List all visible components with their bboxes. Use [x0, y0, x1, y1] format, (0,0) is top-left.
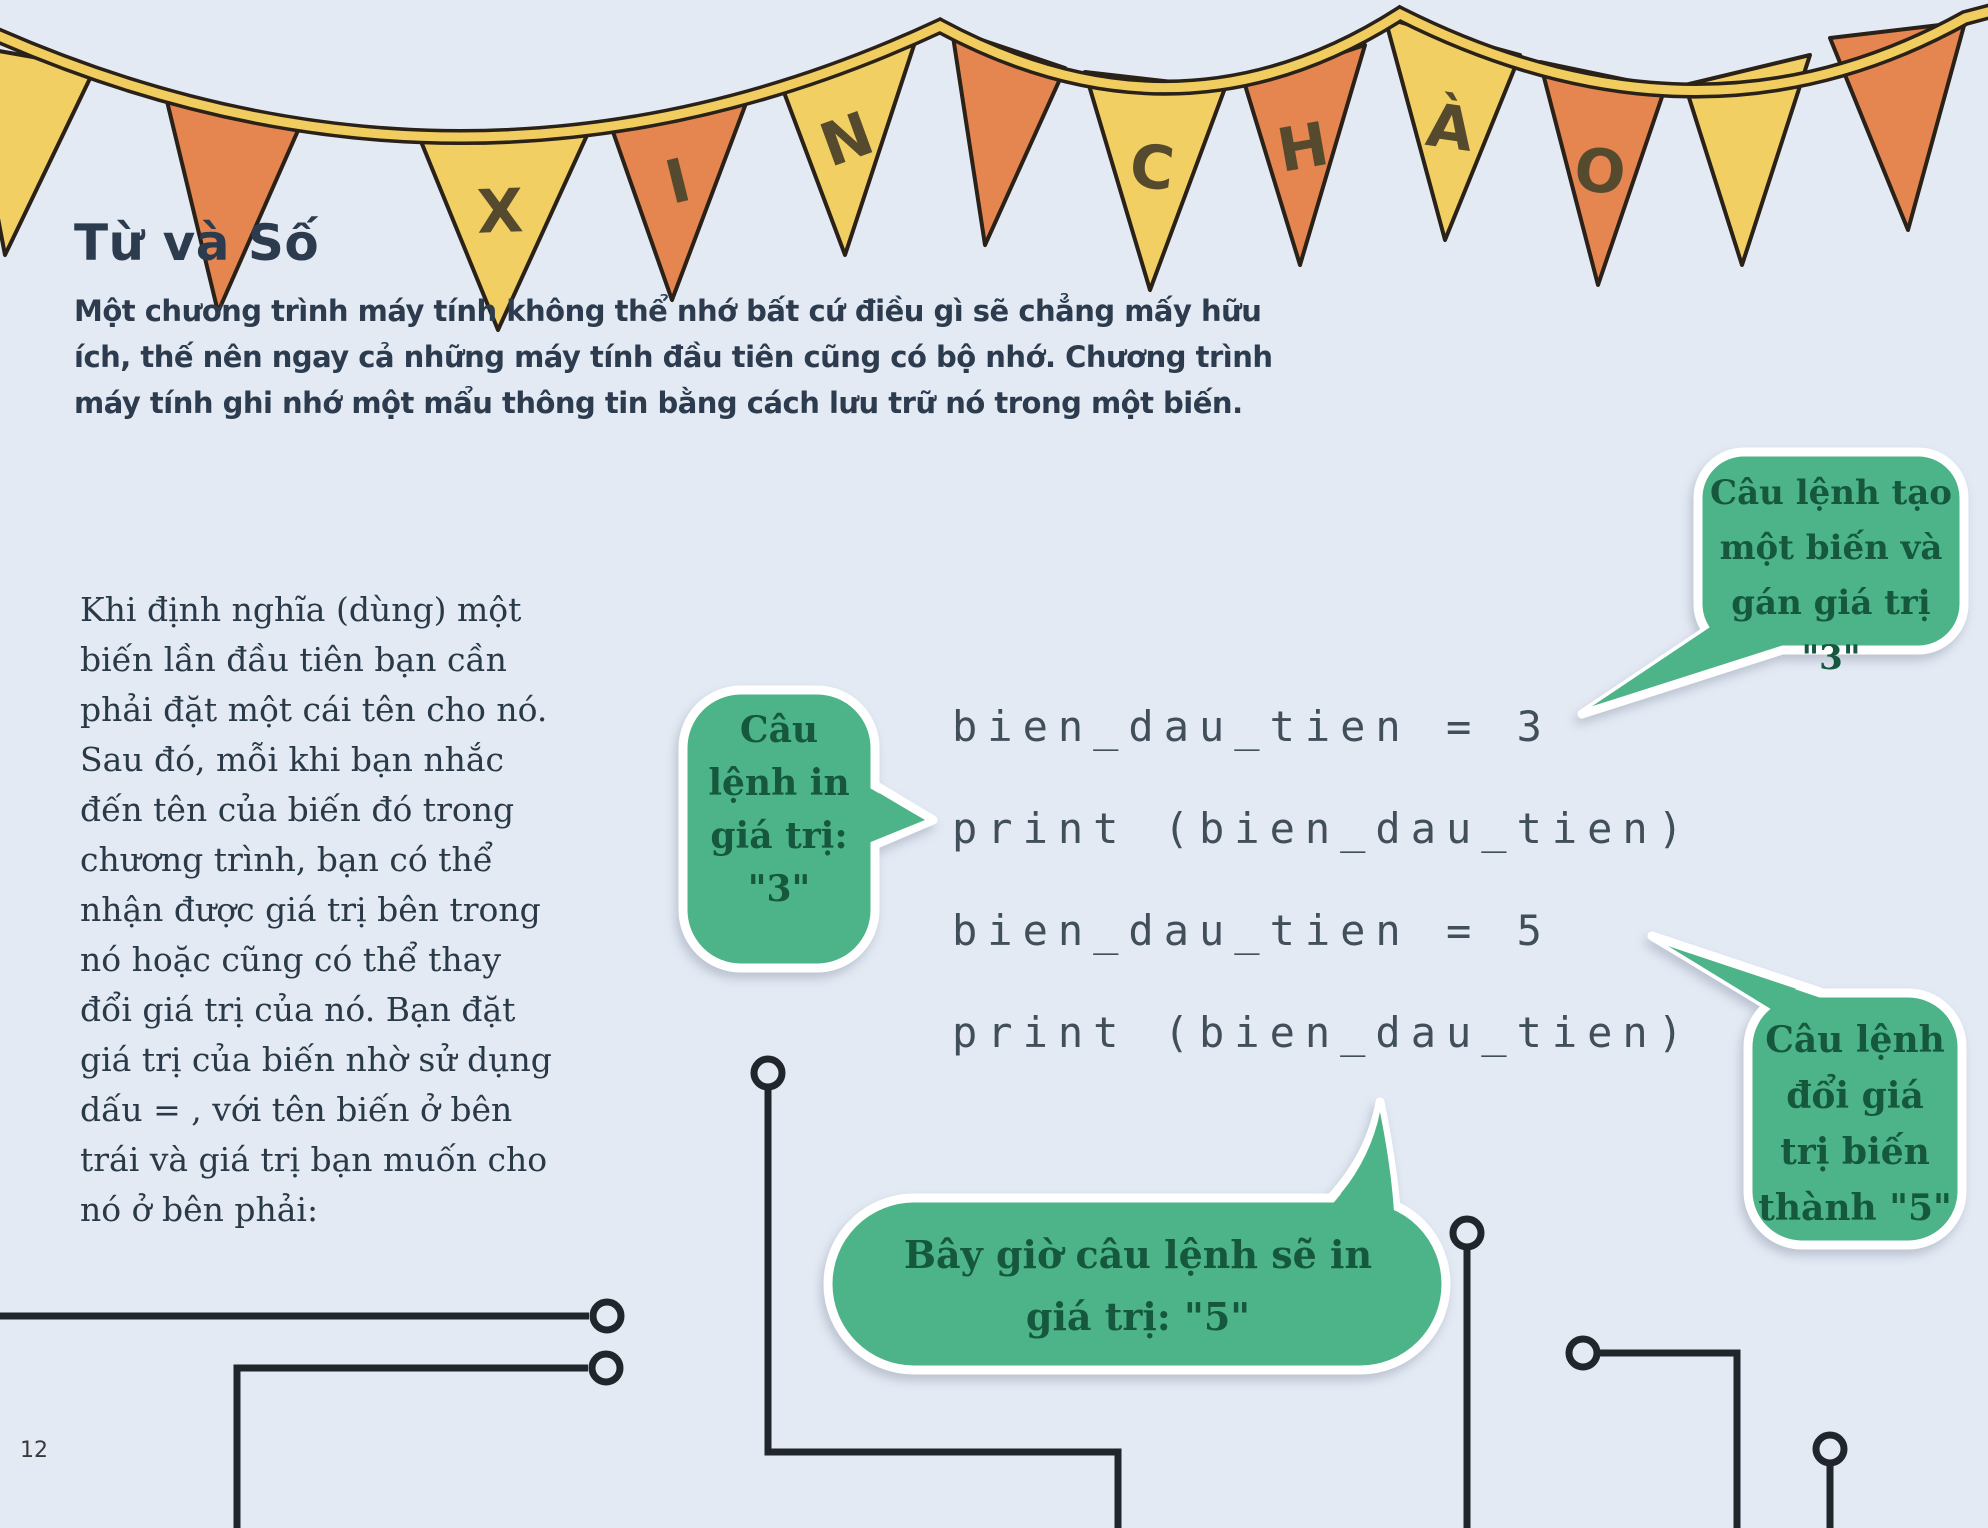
code-line-print-2: print (bien_dau_tien) [952, 1008, 1694, 1057]
page-number: 12 [20, 1438, 48, 1463]
bubble-line: một biến và [1719, 528, 1943, 568]
flag-letter-o: O [1570, 134, 1630, 210]
body-line: dấu = , với tên biến ở bên [80, 1090, 513, 1129]
circuit-terminal-icon [1816, 1435, 1844, 1463]
code-line-assign-5: bien_dau_tien = 5 [952, 906, 1552, 955]
bubble-line: đổi giá [1786, 1075, 1924, 1117]
bubble-line: thành "5" [1758, 1187, 1952, 1229]
circuit-terminal-icon [1569, 1339, 1597, 1367]
flag-letter-i: I [658, 145, 698, 219]
circuit-line [237, 1368, 588, 1528]
circuit-line [1597, 1353, 1737, 1528]
speech-bubble-print5-text [838, 1224, 1438, 1348]
bubble-line: "3" [747, 868, 811, 910]
bubble-line: trị biến [1780, 1131, 1930, 1173]
body-line: Sau đó, mỗi khi bạn nhắc [80, 740, 505, 779]
body-line: chương trình, bạn có thể [80, 840, 493, 879]
circuit-terminal-icon [592, 1354, 620, 1382]
intro-line: ích, thế nên ngay cả những máy tính đầu tiên cũng có bộ nhớ. Chương trình [74, 340, 1273, 374]
speech-bubble-print3-text [685, 704, 873, 916]
circuit-terminal-icon [593, 1302, 621, 1330]
speech-bubble-change-text [1750, 1012, 1960, 1236]
bubble-line: Bây giờ câu lệnh sẽ in [903, 1232, 1373, 1277]
bubble-line: lệnh in [708, 762, 850, 804]
code-line-assign-3: bien_dau_tien = 3 [952, 702, 1552, 751]
body-line: biến lần đầu tiên bạn cần [80, 640, 507, 679]
body-line: đổi giá trị của nó. Bạn đặt [80, 990, 516, 1029]
bubble-line: giá trị: [710, 815, 848, 857]
body-line: phải đặt một cái tên cho nó. [80, 690, 548, 729]
bunting-banner [0, 10, 1988, 330]
circuit-terminal-icon [754, 1059, 782, 1087]
body-text-column [80, 585, 600, 1235]
bubble-line: Câu lệnh tạo [1710, 473, 1952, 513]
body-line: nó hoặc cũng có thể thay [80, 940, 501, 979]
code-line-print-1: print (bien_dau_tien) [952, 804, 1694, 853]
body-line: Khi định nghĩa (dùng) một [80, 590, 522, 629]
body-line: trái và giá trị bạn muốn cho [80, 1140, 548, 1179]
bubble-line: Câu lệnh [1765, 1019, 1945, 1061]
bubble-line: giá trị: "5" [1025, 1294, 1251, 1339]
intro-paragraph [74, 288, 1273, 426]
flag-letter-c: C [1126, 130, 1178, 206]
bubble-line: Câu [739, 709, 819, 751]
body-line: đến tên của biến đó trong [80, 790, 515, 829]
flag-letter-x: X [475, 176, 525, 248]
flag-letter-h: H [1272, 109, 1334, 187]
body-line: nó ở bên phải: [80, 1190, 319, 1229]
body-line: nhận được giá trị bên trong [80, 890, 541, 929]
circuit-terminal-icon [1453, 1219, 1481, 1247]
intro-line: Một chương trình máy tính không thể nhớ bất cứ điều gì sẽ chẳng mấy hữu [74, 294, 1262, 328]
flag-letter-n: N [811, 98, 883, 182]
body-line: giá trị của biến nhờ sử dụng [80, 1040, 552, 1079]
flag-letter-a: À [1422, 90, 1478, 166]
intro-line: máy tính ghi nhớ một mẩu thông tin bằng cách lưu trữ nó trong một biến. [74, 386, 1243, 420]
page-title: Từ và Số [74, 214, 320, 272]
speech-bubble-create-text [1700, 466, 1962, 686]
bubble-line: gán giá trị "3" [1731, 583, 1931, 678]
